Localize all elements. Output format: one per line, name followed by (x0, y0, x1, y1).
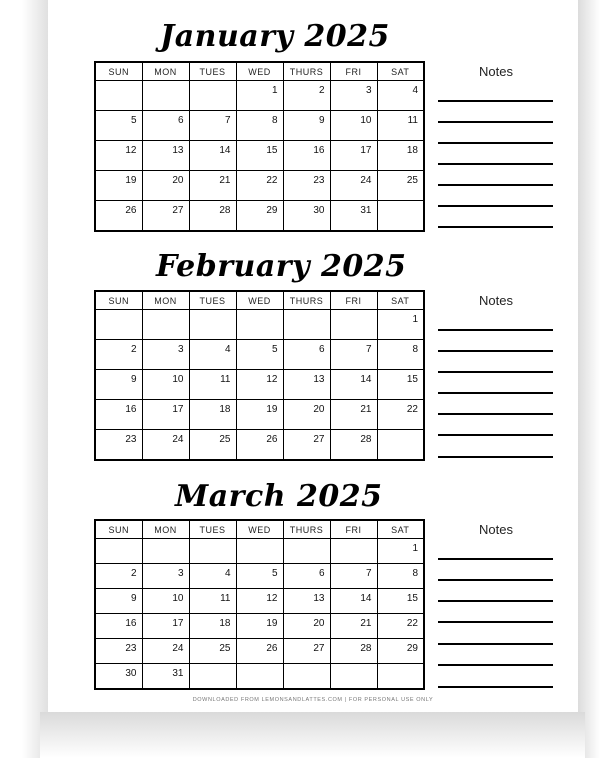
empty-day-cell (330, 664, 377, 690)
note-line (438, 392, 553, 394)
day-number: 22 (266, 175, 278, 186)
day-cell (283, 370, 330, 400)
day-number: 19 (125, 175, 137, 186)
day-cell (95, 664, 142, 690)
empty-day-cell (95, 539, 142, 564)
day-number: 1 (412, 543, 418, 554)
calendar-grid-january (94, 61, 425, 232)
day-number: 28 (219, 205, 231, 216)
day-cell (236, 614, 283, 639)
day-cell (189, 171, 236, 201)
day-cell (330, 614, 377, 639)
day-cell (377, 310, 424, 340)
week-row (95, 539, 424, 564)
day-cell (236, 430, 283, 461)
weekday-header: FRI (330, 520, 377, 539)
weekday-header: MON (142, 62, 189, 81)
day-number (418, 205, 423, 209)
page-shadow-right (578, 0, 600, 758)
day-number: 21 (219, 175, 231, 186)
weekday-header: FRI (330, 291, 377, 310)
day-number: 18 (219, 618, 231, 629)
weekday-header: SUN (95, 62, 142, 81)
day-cell (142, 340, 189, 370)
day-number: 4 (224, 344, 231, 355)
empty-day-cell (283, 664, 330, 690)
calendar-grid-march (94, 519, 425, 690)
note-line (438, 226, 553, 228)
empty-day-cell (189, 664, 236, 690)
weekday-header: TUES (189, 62, 236, 81)
day-number: 4 (224, 568, 231, 579)
day-number: 14 (360, 593, 372, 604)
note-line (438, 142, 553, 144)
day-number: 12 (125, 145, 137, 156)
note-line (438, 621, 553, 623)
note-line (438, 579, 553, 581)
week-row (95, 664, 424, 690)
page-shadow-bottom (40, 712, 585, 758)
day-number: 27 (172, 205, 184, 216)
day-cell (95, 340, 142, 370)
notes-label-january: Notes (479, 64, 513, 79)
day-cell (283, 111, 330, 141)
note-line (438, 558, 553, 560)
day-number: 2 (130, 568, 137, 579)
day-number: 1 (412, 314, 418, 325)
notes-label-march: Notes (479, 522, 513, 537)
day-number: 1 (271, 85, 278, 96)
day-number: 20 (313, 404, 325, 415)
weekday-header: SAT (377, 520, 424, 539)
day-number: 6 (318, 344, 325, 355)
note-line (438, 121, 553, 123)
day-cell (283, 201, 330, 232)
day-cell (283, 340, 330, 370)
day-cell (377, 171, 424, 201)
empty-day-cell (236, 310, 283, 340)
weekday-header: MON (142, 520, 189, 539)
day-number: 15 (266, 145, 278, 156)
week-row (95, 370, 424, 400)
day-cell (189, 370, 236, 400)
day-number: 17 (172, 618, 184, 629)
empty-day-cell (236, 539, 283, 564)
weekday-header-row (95, 291, 424, 310)
weekday-header-row (95, 520, 424, 539)
weekday-header: SUN (95, 291, 142, 310)
day-number: 2 (130, 344, 137, 355)
day-cell (377, 400, 424, 430)
note-line (438, 686, 553, 688)
day-number: 30 (125, 668, 137, 679)
weekday-header: WED (236, 291, 283, 310)
empty-day-cell (236, 664, 283, 690)
day-cell (189, 589, 236, 614)
day-cell (236, 171, 283, 201)
day-cell (283, 81, 330, 111)
day-cell (95, 111, 142, 141)
note-line (438, 100, 553, 102)
day-cell (330, 201, 377, 232)
day-number: 9 (130, 374, 137, 385)
day-number: 12 (266, 593, 278, 604)
day-cell (330, 430, 377, 461)
day-cell (95, 639, 142, 664)
day-cell (95, 141, 142, 171)
note-line (438, 456, 553, 458)
day-cell (377, 589, 424, 614)
day-number (231, 543, 236, 547)
day-number: 25 (406, 175, 418, 186)
day-number: 16 (313, 145, 325, 156)
day-cell (142, 171, 189, 201)
note-line (438, 664, 553, 666)
day-number: 8 (412, 568, 418, 579)
week-row (95, 310, 424, 340)
day-cell (142, 111, 189, 141)
day-cell (283, 400, 330, 430)
footer-credit: DOWNLOADED FROM LEMONSANDLATTES.COM | FOR PERSONAL USE ONLY (192, 697, 434, 703)
empty-day-cell (142, 310, 189, 340)
weekday-header: TUES (189, 291, 236, 310)
day-number: 28 (360, 434, 372, 445)
day-number: 24 (172, 434, 184, 445)
day-number: 26 (125, 205, 137, 216)
day-number: 11 (220, 374, 231, 385)
note-line (438, 371, 553, 373)
notes-label-february: Notes (479, 293, 513, 308)
day-cell (95, 400, 142, 430)
day-number (372, 668, 377, 672)
day-number: 18 (219, 404, 231, 415)
empty-day-cell (95, 310, 142, 340)
day-cell (283, 639, 330, 664)
day-number (278, 314, 283, 318)
day-cell (283, 171, 330, 201)
empty-day-cell (189, 310, 236, 340)
day-cell (330, 400, 377, 430)
week-row (95, 564, 424, 589)
day-number (184, 314, 189, 318)
day-number: 4 (412, 85, 418, 96)
weekday-header: THURS (283, 520, 330, 539)
day-number: 25 (219, 434, 231, 445)
day-number: 29 (406, 643, 418, 654)
day-cell (95, 614, 142, 639)
day-cell (95, 171, 142, 201)
day-cell (189, 639, 236, 664)
empty-day-cell (377, 201, 424, 232)
day-cell (189, 340, 236, 370)
day-number: 23 (313, 175, 325, 186)
day-cell (283, 141, 330, 171)
empty-day-cell (283, 310, 330, 340)
day-cell (236, 639, 283, 664)
empty-day-cell (142, 539, 189, 564)
weekday-header: THURS (283, 291, 330, 310)
day-cell (330, 111, 377, 141)
day-number (325, 314, 330, 318)
day-cell (95, 589, 142, 614)
day-number: 22 (406, 404, 418, 415)
day-number: 15 (406, 593, 418, 604)
day-cell (283, 614, 330, 639)
day-cell (236, 564, 283, 589)
day-number: 30 (313, 205, 325, 216)
day-cell (95, 370, 142, 400)
day-number (231, 668, 236, 672)
day-cell (142, 141, 189, 171)
day-number: 3 (177, 568, 184, 579)
day-number: 25 (219, 643, 231, 654)
day-cell (377, 111, 424, 141)
day-number: 6 (318, 568, 325, 579)
day-number (137, 314, 142, 318)
day-cell (142, 589, 189, 614)
note-line (438, 184, 553, 186)
day-number: 15 (406, 374, 418, 385)
calendar-grid-february (94, 290, 425, 461)
weekday-header: MON (142, 291, 189, 310)
day-number: 23 (125, 434, 137, 445)
page-shadow-left (22, 0, 48, 758)
day-number: 24 (360, 175, 372, 186)
day-cell (330, 564, 377, 589)
day-number: 10 (172, 593, 184, 604)
month-title-february: February 2025 (156, 249, 407, 284)
day-number: 27 (313, 643, 325, 654)
day-cell (95, 201, 142, 232)
day-number (137, 85, 142, 89)
week-row (95, 171, 424, 201)
day-number: 5 (130, 115, 137, 126)
day-cell (377, 81, 424, 111)
empty-day-cell (142, 81, 189, 111)
empty-day-cell (189, 81, 236, 111)
day-number: 17 (360, 145, 372, 156)
day-cell (330, 589, 377, 614)
day-number (418, 434, 423, 438)
day-number: 31 (360, 205, 372, 216)
day-cell (377, 614, 424, 639)
day-cell (283, 564, 330, 589)
day-cell (142, 370, 189, 400)
day-cell (189, 201, 236, 232)
day-number: 7 (365, 568, 372, 579)
day-number: 21 (360, 404, 372, 415)
week-row (95, 340, 424, 370)
day-cell (142, 430, 189, 461)
day-cell (142, 614, 189, 639)
empty-day-cell (377, 430, 424, 461)
note-line (438, 643, 553, 645)
week-row (95, 430, 424, 461)
day-number: 19 (266, 404, 278, 415)
day-cell (377, 639, 424, 664)
note-line (438, 163, 553, 165)
day-number: 9 (130, 593, 137, 604)
weekday-header: THURS (283, 62, 330, 81)
day-cell (189, 400, 236, 430)
day-number: 3 (365, 85, 372, 96)
day-cell (236, 201, 283, 232)
day-number (372, 543, 377, 547)
day-number: 18 (406, 145, 418, 156)
day-number: 14 (360, 374, 372, 385)
week-row (95, 400, 424, 430)
empty-day-cell (330, 310, 377, 340)
day-cell (283, 589, 330, 614)
day-number: 10 (172, 374, 184, 385)
day-number: 20 (313, 618, 325, 629)
day-number: 23 (125, 643, 137, 654)
day-number: 6 (177, 115, 184, 126)
note-line (438, 205, 553, 207)
day-number: 20 (172, 175, 184, 186)
day-number: 16 (125, 404, 137, 415)
weekday-header: WED (236, 62, 283, 81)
day-number (325, 668, 330, 672)
week-row (95, 111, 424, 141)
day-cell (236, 340, 283, 370)
day-number: 22 (406, 618, 418, 629)
day-number: 21 (360, 618, 372, 629)
day-number (372, 314, 377, 318)
day-cell (236, 589, 283, 614)
day-number: 12 (266, 374, 278, 385)
day-cell (142, 664, 189, 690)
day-number: 13 (172, 145, 184, 156)
day-cell (236, 370, 283, 400)
day-number (184, 85, 189, 89)
week-row (95, 81, 424, 111)
day-number: 26 (266, 434, 278, 445)
day-number: 27 (313, 434, 325, 445)
week-row (95, 639, 424, 664)
day-number (418, 668, 423, 672)
week-row (95, 141, 424, 171)
month-title-march: March 2025 (175, 479, 383, 514)
day-cell (377, 564, 424, 589)
day-cell (330, 171, 377, 201)
day-cell (377, 539, 424, 564)
day-cell (330, 81, 377, 111)
day-number: 16 (125, 618, 137, 629)
day-number: 5 (271, 344, 278, 355)
day-number: 3 (177, 344, 184, 355)
weekday-header: FRI (330, 62, 377, 81)
weekday-header: WED (236, 520, 283, 539)
week-row (95, 614, 424, 639)
day-number: 7 (224, 115, 231, 126)
day-number: 29 (266, 205, 278, 216)
day-number (137, 543, 142, 547)
note-line (438, 350, 553, 352)
empty-day-cell (377, 664, 424, 690)
day-number: 19 (266, 618, 278, 629)
day-cell (330, 340, 377, 370)
weekday-header: SAT (377, 291, 424, 310)
day-number (231, 314, 236, 318)
day-cell (236, 400, 283, 430)
day-cell (189, 614, 236, 639)
empty-day-cell (189, 539, 236, 564)
day-number (184, 543, 189, 547)
day-number: 11 (407, 115, 418, 126)
day-cell (95, 564, 142, 589)
day-number: 2 (318, 85, 325, 96)
weekday-header: TUES (189, 520, 236, 539)
week-row (95, 589, 424, 614)
day-cell (142, 639, 189, 664)
day-number: 13 (313, 374, 325, 385)
weekday-header: SUN (95, 520, 142, 539)
month-title-january: January 2025 (160, 19, 390, 54)
day-cell (95, 430, 142, 461)
day-cell (236, 141, 283, 171)
day-number: 28 (360, 643, 372, 654)
weekday-header-row (95, 62, 424, 81)
empty-day-cell (283, 539, 330, 564)
empty-day-cell (95, 81, 142, 111)
empty-day-cell (330, 539, 377, 564)
day-number: 11 (220, 593, 231, 604)
day-cell (189, 141, 236, 171)
day-number: 8 (412, 344, 418, 355)
day-number: 17 (172, 404, 184, 415)
note-line (438, 413, 553, 415)
day-cell (142, 201, 189, 232)
day-number: 8 (271, 115, 278, 126)
day-number (231, 85, 236, 89)
day-cell (377, 141, 424, 171)
day-cell (330, 141, 377, 171)
day-cell (189, 430, 236, 461)
day-cell (236, 81, 283, 111)
day-number: 5 (271, 568, 278, 579)
day-cell (330, 639, 377, 664)
day-number: 7 (365, 344, 372, 355)
note-line (438, 329, 553, 331)
day-number (278, 543, 283, 547)
day-number: 9 (318, 115, 325, 126)
note-line (438, 434, 553, 436)
day-cell (236, 111, 283, 141)
day-number: 10 (360, 115, 372, 126)
day-cell (142, 564, 189, 589)
day-number: 24 (172, 643, 184, 654)
day-number (278, 668, 283, 672)
day-number: 13 (313, 593, 325, 604)
day-cell (330, 370, 377, 400)
day-cell (189, 111, 236, 141)
day-cell (377, 340, 424, 370)
day-cell (189, 564, 236, 589)
day-number: 26 (266, 643, 278, 654)
day-cell (377, 370, 424, 400)
week-row (95, 201, 424, 232)
day-number: 31 (172, 668, 184, 679)
day-cell (142, 400, 189, 430)
day-cell (283, 430, 330, 461)
day-number: 14 (219, 145, 231, 156)
note-line (438, 600, 553, 602)
weekday-header: SAT (377, 62, 424, 81)
day-number (325, 543, 330, 547)
